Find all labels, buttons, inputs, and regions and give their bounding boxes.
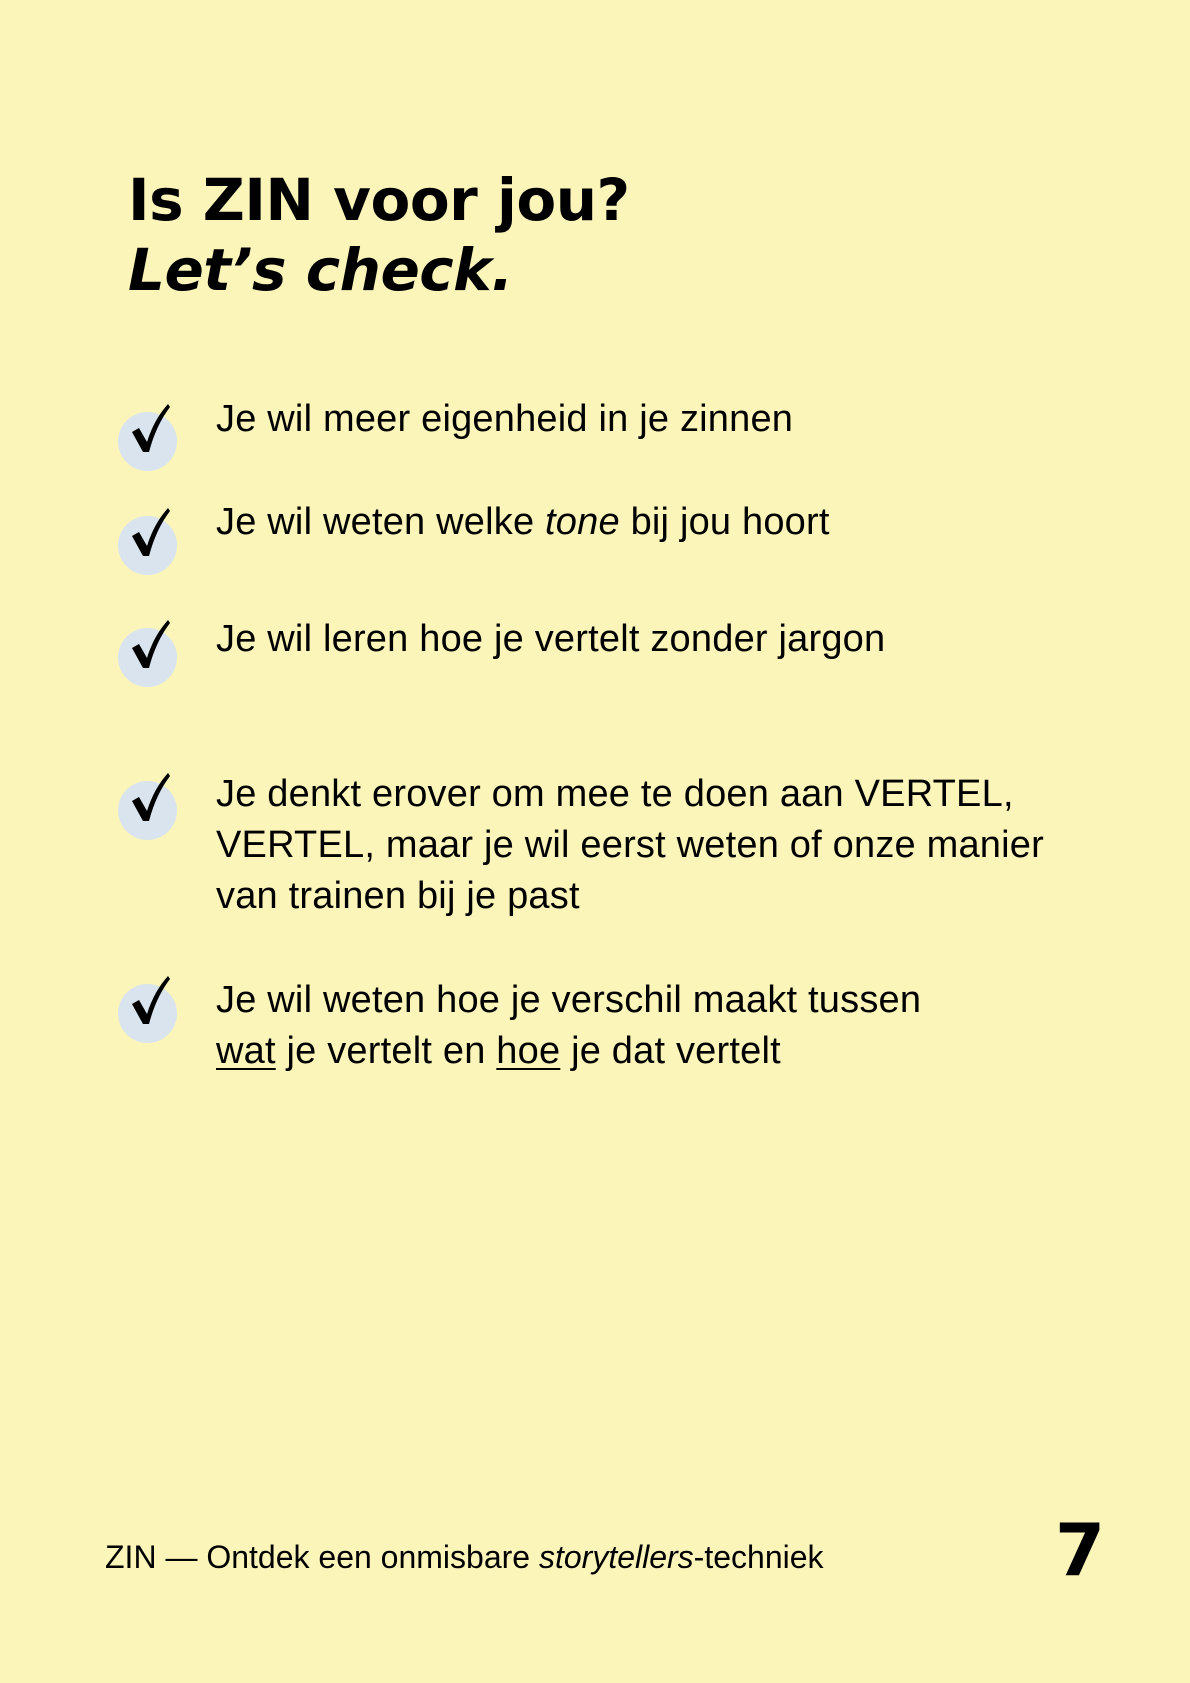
check-circle (118, 516, 177, 575)
checklist-item-text: Je wil weten hoe je verschil maakt tussen wat je vertelt en hoe je dat vertelt (216, 979, 922, 1072)
checklist-item-text: Je wil leren hoe je vertelt zonder jargon (216, 618, 886, 660)
title-line-2: Let’s check. (128, 236, 513, 304)
check-icon (130, 771, 170, 823)
checklist-item-text: Je wil meer eigenheid in je zinnen (216, 398, 794, 440)
underlined-word: wat (216, 1030, 276, 1072)
check-icon (130, 506, 170, 558)
page-title (128, 165, 630, 305)
check-circle (118, 412, 177, 471)
check-icon (130, 402, 170, 454)
check-circle (118, 984, 177, 1043)
check-circle (118, 628, 177, 687)
footer-caption: ZIN — Ontdek een onmisbare storytellers-techniek (105, 1539, 824, 1575)
check-circle (118, 781, 177, 840)
check-icon (130, 974, 170, 1026)
checklist-item-text: Je denkt erover om mee te doen aan VERTEL, VERTEL, maar je wil eerst weten of onze manier van trainen bij je past (216, 773, 1044, 917)
check-icon (130, 618, 170, 670)
checklist-item-text: Je wil weten welke tone bij jou hoort (216, 501, 830, 543)
underlined-word: hoe (496, 1030, 561, 1072)
title-line-1: Is ZIN voor jou? (128, 166, 630, 234)
page-number: 7 (1055, 1508, 1106, 1592)
